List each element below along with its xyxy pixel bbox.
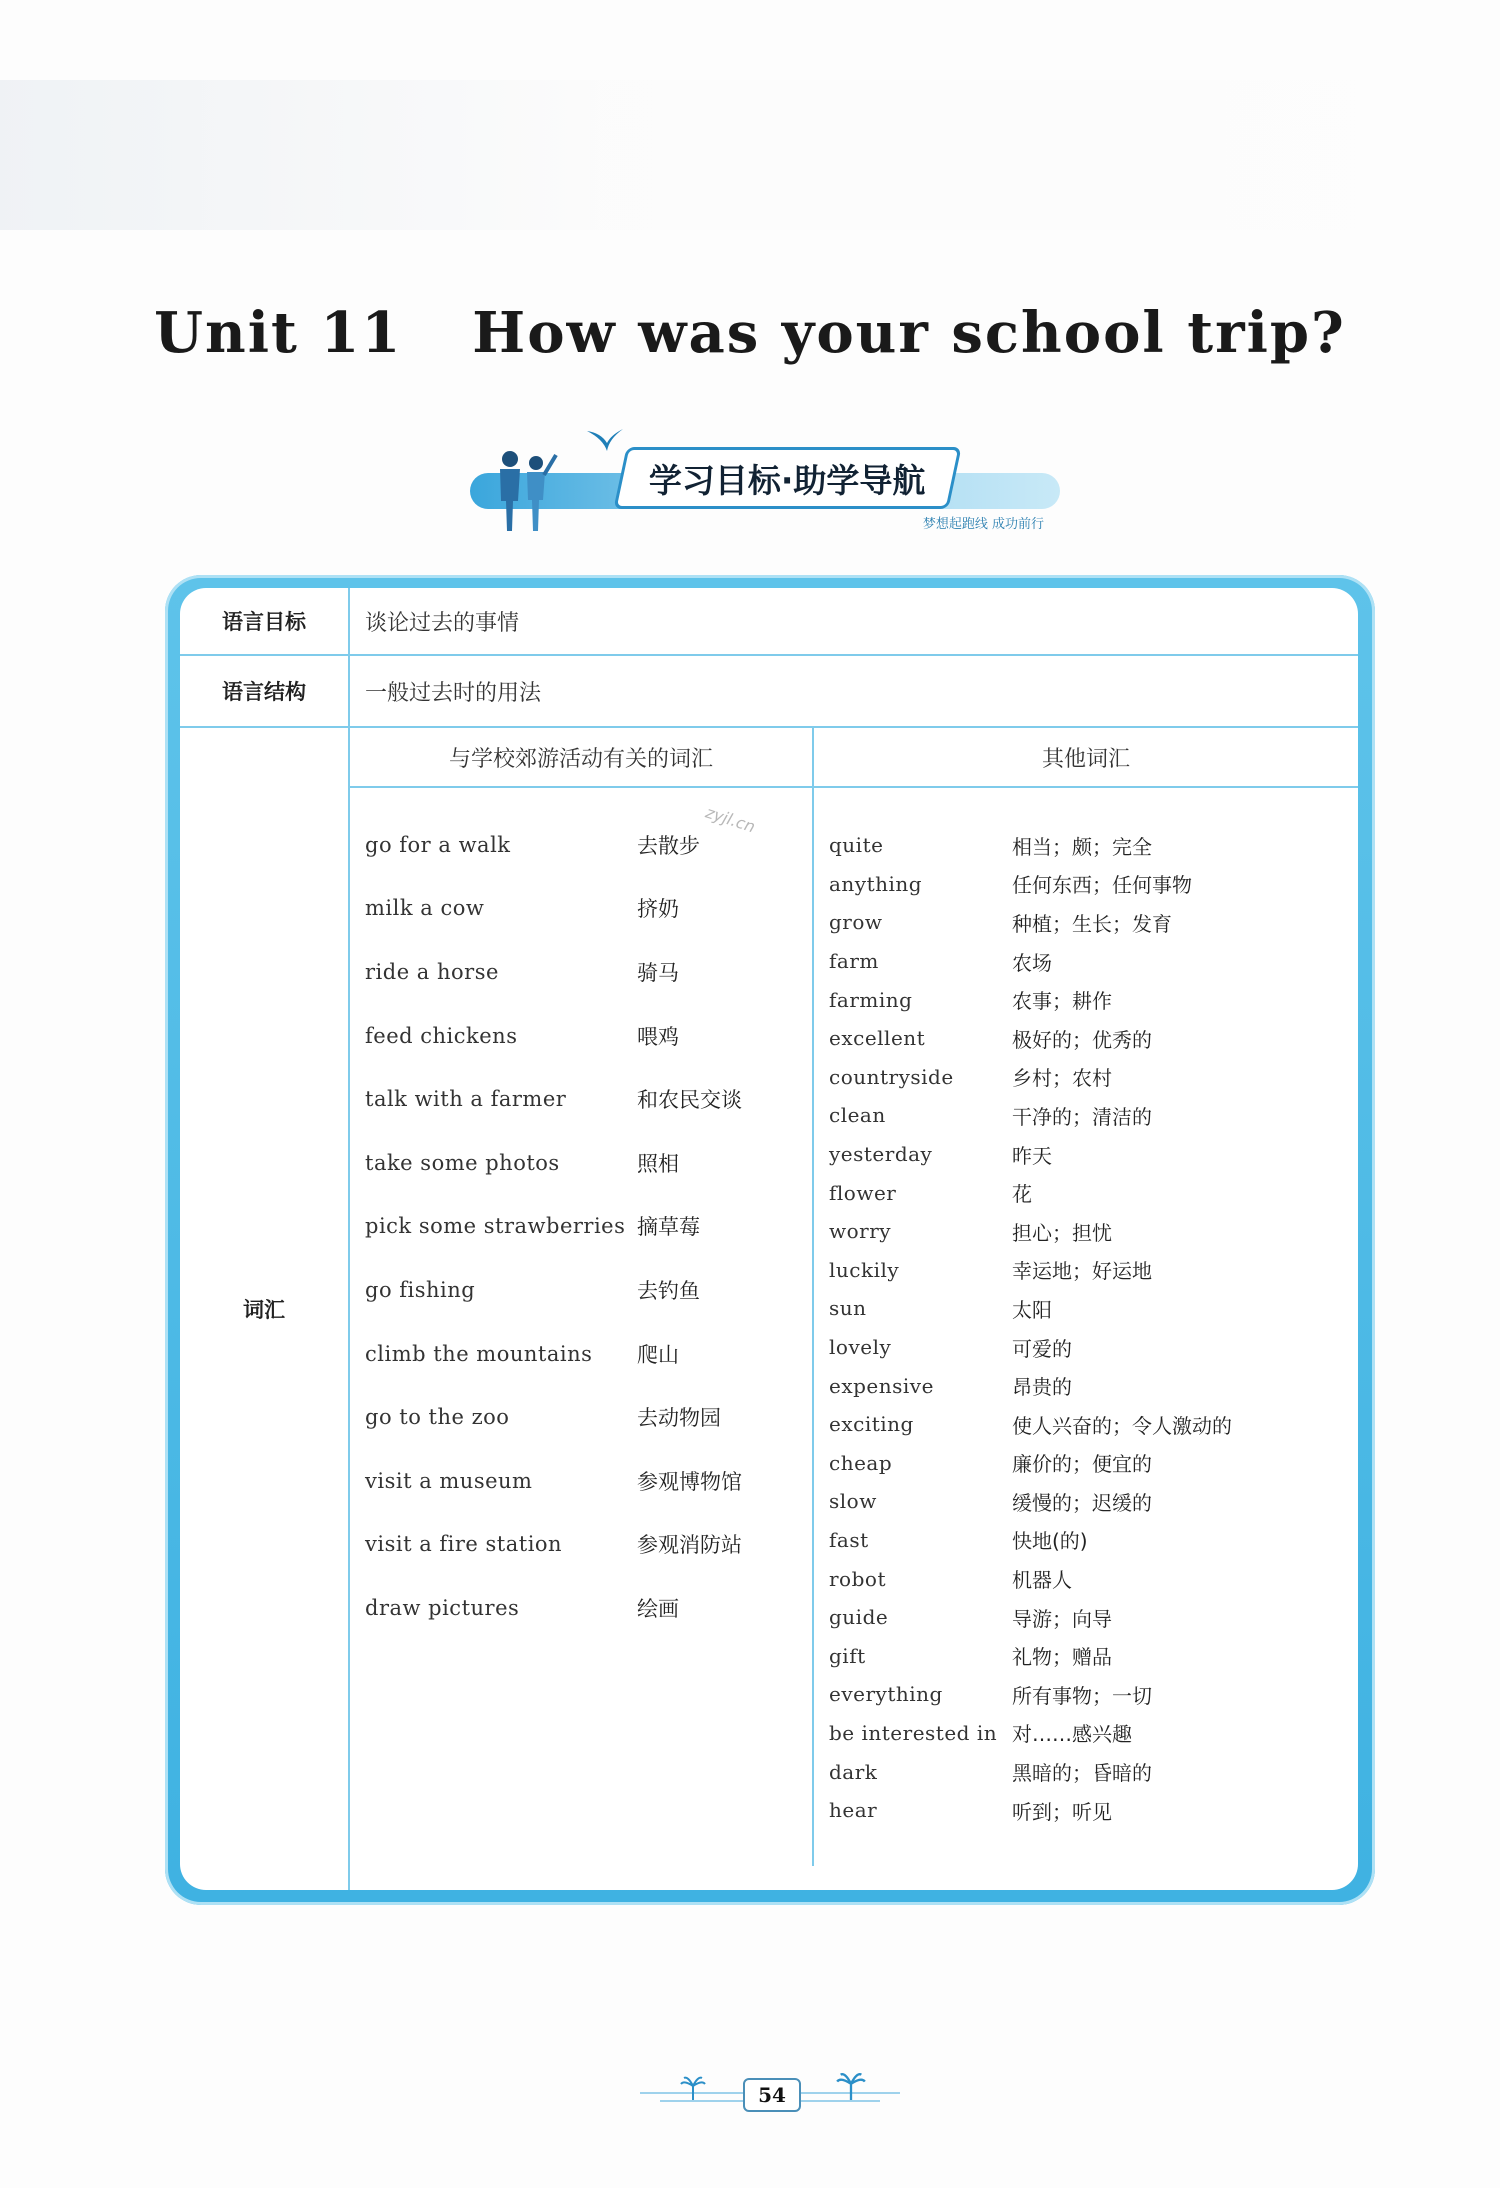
- other-vocab-item: [829, 1289, 1349, 1328]
- vocab-chinese: 去动物园: [637, 1406, 721, 1431]
- vocab-chinese: 极好的；优秀的: [1012, 1027, 1152, 1052]
- vocab-chinese: 所有事物；一切: [1012, 1683, 1152, 1708]
- objectives-table: [180, 588, 1358, 1890]
- vocab-chinese: 乡村；农村: [1012, 1066, 1112, 1091]
- vocab-chinese: 种植；生长；发育: [1012, 911, 1172, 936]
- vocab-chinese: 昂贵的: [1012, 1375, 1072, 1400]
- school-trip-vocab-item: [365, 1513, 805, 1577]
- vocab-chinese: 参观博物馆: [637, 1469, 742, 1494]
- children-silhouette-icon: [488, 445, 558, 533]
- vocab-english: anything: [829, 871, 923, 896]
- school-trip-vocab-item: [365, 1449, 805, 1513]
- school-trip-vocab-item: [365, 940, 805, 1004]
- vocab-chinese: 幸运地；好运地: [1012, 1259, 1152, 1284]
- vocab-english: farm: [829, 949, 879, 974]
- other-vocab-item: [829, 1212, 1349, 1251]
- watermark: zyjl.cn: [703, 802, 758, 837]
- vocab-chinese: 挤奶: [637, 897, 679, 922]
- vocab-chinese: 对……感兴趣: [1012, 1722, 1132, 1747]
- vocab-english: flower: [829, 1180, 897, 1205]
- section-banner: [470, 425, 1060, 535]
- vocab-chinese: 农场: [1012, 950, 1052, 975]
- vocab-english: robot: [829, 1566, 886, 1591]
- vocab-english: be interested in: [829, 1720, 998, 1745]
- school-trip-vocab-item: [365, 1258, 805, 1322]
- column-divider: [812, 786, 814, 1866]
- other-vocab-item: [829, 1366, 1349, 1405]
- other-vocab-item: [829, 1405, 1349, 1444]
- vocab-chinese: 昨天: [1012, 1143, 1052, 1168]
- vocab-chinese: 机器人: [1012, 1568, 1072, 1593]
- other-vocab-item: [829, 1328, 1349, 1367]
- vocab-english: grow: [829, 910, 883, 935]
- language-structure-value: 一般过去时的用法: [365, 680, 542, 706]
- vocab-english: slow: [829, 1489, 877, 1514]
- other-vocab-item: [829, 1714, 1349, 1753]
- vocab-english: feed chickens: [365, 1023, 518, 1048]
- vocab-chinese: 摘草莓: [637, 1215, 700, 1240]
- vocab-chinese: 使人兴奋的；令人激动的: [1012, 1413, 1232, 1438]
- vocab-english: exciting: [829, 1412, 914, 1437]
- other-vocab-item: [829, 903, 1349, 942]
- vocab-english: go for a walk: [365, 832, 511, 857]
- vocab-chinese: 农事；耕作: [1012, 989, 1112, 1014]
- palm-tree-icon: [836, 2070, 866, 2100]
- vocab-english: pick some strawberries: [365, 1214, 626, 1239]
- vocab-chinese: 担心；担忧: [1012, 1220, 1112, 1245]
- vocab-chinese: 爬山: [637, 1342, 679, 1367]
- vocab-chinese: 骑马: [637, 960, 679, 985]
- vocabulary-label: 词汇: [180, 728, 350, 1890]
- unit-number: Unit 11: [154, 300, 403, 366]
- other-vocab-item: [829, 1135, 1349, 1174]
- vocab-english: go fishing: [365, 1277, 476, 1302]
- vocab-english: everything: [829, 1682, 943, 1707]
- vocab-chinese: 礼物；赠品: [1012, 1645, 1112, 1670]
- vocab-chinese: 太阳: [1012, 1297, 1052, 1322]
- vocab-english: yesterday: [829, 1142, 933, 1167]
- other-vocab-item: [829, 1019, 1349, 1058]
- other-vocab-item: [829, 1559, 1349, 1598]
- other-vocab-item: [829, 1058, 1349, 1097]
- vocab-english: visit a museum: [365, 1468, 533, 1493]
- school-trip-vocab-list: [365, 813, 805, 1640]
- vocab-english: climb the mountains: [365, 1341, 593, 1366]
- other-vocab-item: [829, 1675, 1349, 1714]
- vocab-chinese: 黑暗的；昏暗的: [1012, 1761, 1152, 1786]
- bird-icon: [585, 425, 625, 455]
- vocab-english: sun: [829, 1296, 867, 1321]
- banner-heading-box: [613, 447, 961, 509]
- other-vocab-item: [829, 1791, 1349, 1830]
- vocab-english: take some photos: [365, 1150, 560, 1175]
- vocab-english: milk a cow: [365, 896, 485, 921]
- vocab-english: clean: [829, 1103, 886, 1128]
- vocab-chinese: 廉价的；便宜的: [1012, 1452, 1152, 1477]
- vocab-chinese: 和农民交谈: [637, 1088, 742, 1113]
- school-trip-vocab-item: [365, 877, 805, 941]
- language-structure-label: 语言结构: [180, 656, 350, 726]
- other-vocab-item: [829, 1636, 1349, 1675]
- vocab-chinese: 可爱的: [1012, 1336, 1072, 1361]
- vocab-chinese: 干净的；清洁的: [1012, 1104, 1152, 1129]
- other-vocab-item: [829, 942, 1349, 981]
- vocab-chinese: 喂鸡: [637, 1024, 679, 1049]
- vocab-chinese: 照相: [637, 1151, 679, 1176]
- vocab-chinese: 去钓鱼: [637, 1278, 700, 1303]
- other-vocab-item: [829, 826, 1349, 865]
- vocab-chinese: 快地(的): [1012, 1529, 1088, 1554]
- vocab-english: fast: [829, 1527, 869, 1552]
- school-trip-vocab-item: [365, 813, 805, 877]
- palm-tree-icon: [680, 2074, 706, 2100]
- unit-title: [0, 300, 1500, 366]
- vocab-english: hear: [829, 1798, 878, 1823]
- school-trip-vocab-item: [365, 1385, 805, 1449]
- other-vocab-item: [829, 1752, 1349, 1791]
- vocab-chinese: 缓慢的；迟缓的: [1012, 1490, 1152, 1515]
- vocab-english: lovely: [829, 1335, 892, 1360]
- vocab-chinese: 参观消防站: [637, 1533, 742, 1558]
- language-goal-value: 谈论过去的事情: [365, 610, 520, 636]
- language-goal-row: [180, 588, 1358, 656]
- vocab-english: ride a horse: [365, 959, 499, 984]
- school-trip-vocab-item: [365, 1131, 805, 1195]
- vocab-english: countryside: [829, 1064, 954, 1089]
- other-vocab-item: [829, 1096, 1349, 1135]
- other-vocab-list: [829, 826, 1349, 1829]
- other-vocab-item: [829, 1444, 1349, 1483]
- other-vocab-item: [829, 1482, 1349, 1521]
- other-vocab-header: 其他词汇: [814, 728, 1358, 788]
- vocab-english: draw pictures: [365, 1595, 520, 1620]
- school-trip-vocab-header: 与学校郊游活动有关的词汇: [350, 728, 814, 788]
- school-trip-vocab-item: [365, 1067, 805, 1131]
- vocab-chinese: 绘画: [637, 1596, 679, 1621]
- school-trip-vocab-item: [365, 1322, 805, 1386]
- other-vocab-item: [829, 865, 1349, 904]
- other-vocab-item: [829, 980, 1349, 1019]
- vocab-english: guide: [829, 1605, 889, 1630]
- vocab-chinese: 去散步: [637, 833, 700, 858]
- other-vocab-item: [829, 1521, 1349, 1560]
- vocab-english: talk with a farmer: [365, 1087, 567, 1112]
- vocab-english: worry: [829, 1219, 892, 1244]
- vocab-english: excellent: [829, 1026, 926, 1051]
- vocab-chinese: 相当；颇；完全: [1012, 834, 1152, 859]
- vocab-english: go to the zoo: [365, 1405, 510, 1430]
- unit-question: How was your school trip?: [472, 300, 1346, 366]
- vocab-english: visit a fire station: [365, 1532, 563, 1557]
- page-footer: [640, 2070, 900, 2130]
- vocab-english: quite: [829, 833, 884, 858]
- page-number: 54: [743, 2078, 801, 2112]
- vocab-english: luckily: [829, 1257, 900, 1282]
- vocab-english: farming: [829, 987, 913, 1012]
- banner-heading: 学习目标·助学导航: [649, 460, 926, 500]
- school-trip-vocab-item: [365, 1576, 805, 1640]
- other-vocab-item: [829, 1598, 1349, 1637]
- vocab-english: expensive: [829, 1373, 934, 1398]
- vocab-chinese: 任何东西；任何事物: [1012, 873, 1192, 898]
- language-structure-row: [180, 656, 1358, 728]
- vocab-chinese: 听到；听见: [1012, 1799, 1112, 1824]
- other-vocab-item: [829, 1251, 1349, 1290]
- language-goal-label: 语言目标: [180, 588, 350, 654]
- school-trip-vocab-item: [365, 1195, 805, 1259]
- vocab-english: dark: [829, 1759, 878, 1784]
- faded-header-bleed: [0, 80, 1500, 230]
- banner-slogan: 梦想起跑线 成功前行: [922, 517, 1044, 532]
- school-trip-vocab-item: [365, 1004, 805, 1068]
- vocab-english: cheap: [829, 1450, 893, 1475]
- vocab-chinese: 花: [1012, 1182, 1032, 1207]
- other-vocab-item: [829, 1173, 1349, 1212]
- vocab-chinese: 导游；向导: [1012, 1606, 1112, 1631]
- vocab-english: gift: [829, 1643, 866, 1668]
